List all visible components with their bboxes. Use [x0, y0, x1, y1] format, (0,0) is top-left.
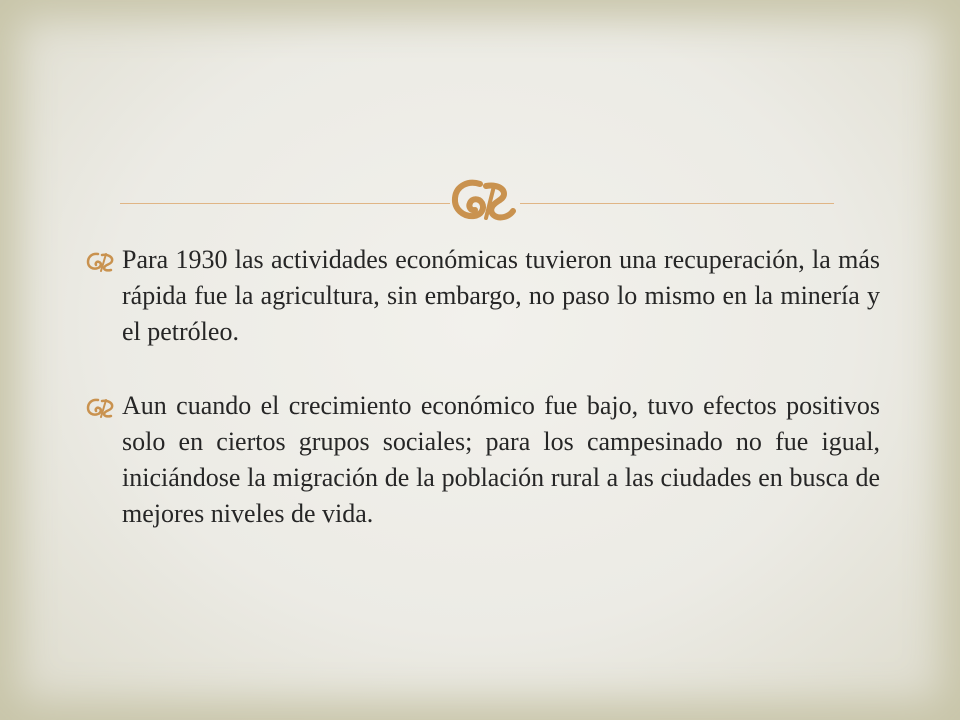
bullet-text: Aun cuando el crecimiento económico fue bajo, tuvo efectos positivos solo en ciertos grupos sociales; para los campesinado no fue igual, iniciándose la migración de la población rural a las ciudades en busca de mejores niveles de vida. — [122, 391, 880, 528]
bullet-item — [86, 242, 880, 350]
divider-line-right — [520, 203, 834, 204]
curly-bullet-icon — [86, 250, 116, 272]
bullet-list — [86, 242, 880, 532]
divider-line-left — [120, 203, 450, 204]
curly-bullet-icon — [86, 396, 116, 418]
decorative-scroll-icon — [446, 176, 520, 224]
bullet-text: Para 1930 las actividades económicas tuvieron una recuperación, la más rápida fue la agricultura, sin embargo, no paso lo mismo en la minería y el petróleo. — [122, 245, 880, 346]
bullet-item — [86, 388, 880, 532]
